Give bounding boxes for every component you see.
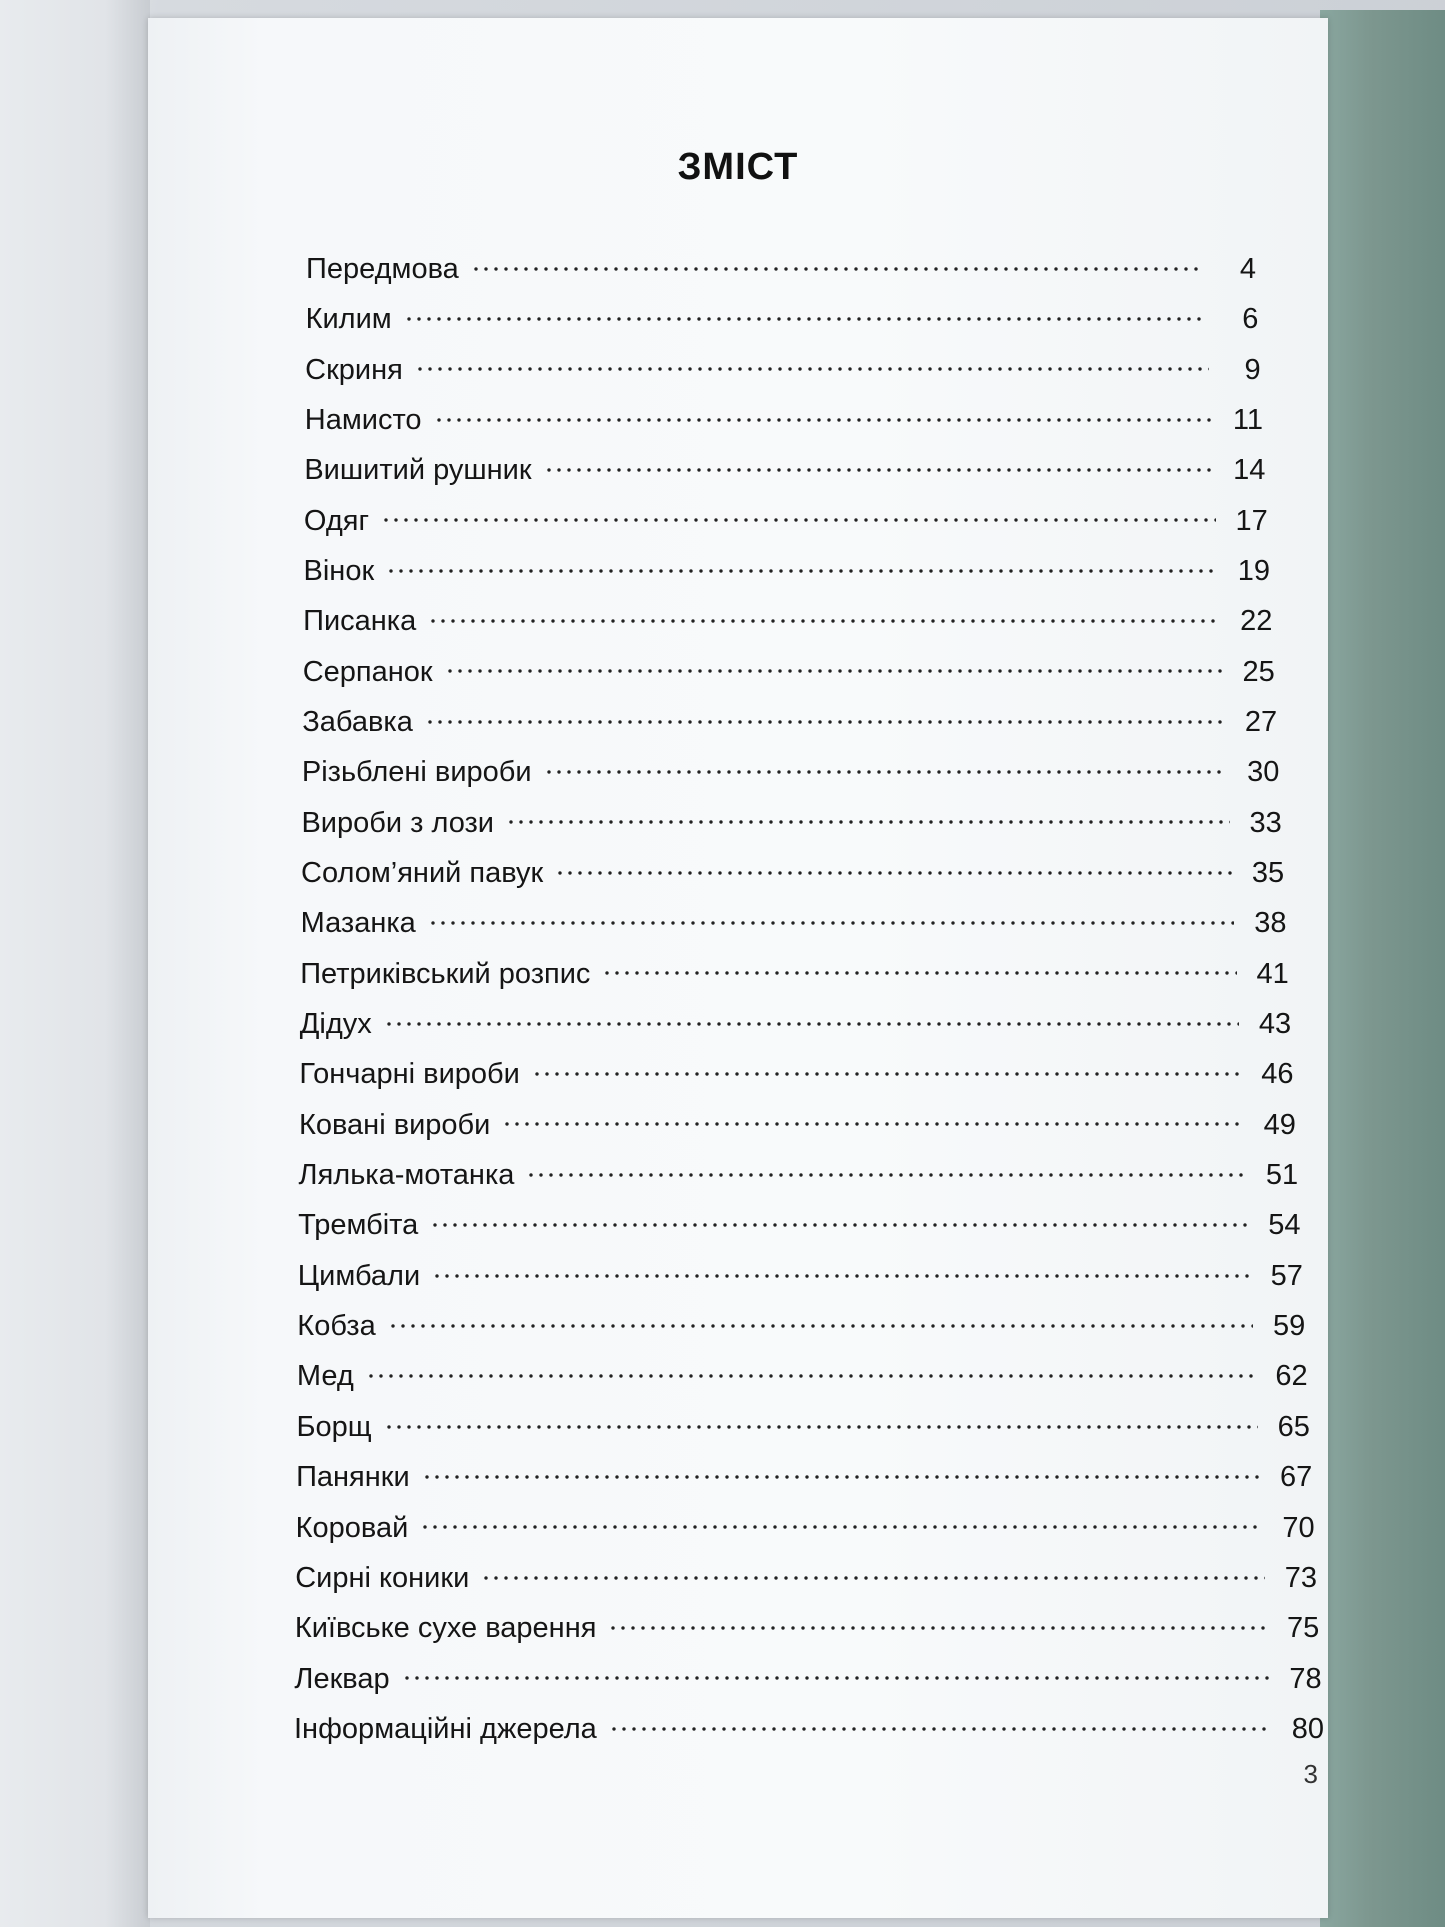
dot-leader <box>404 296 1207 328</box>
toc-entry <box>296 1404 1309 1444</box>
dot-leader <box>428 598 1220 630</box>
toc-entry-page: 33 <box>1249 806 1282 839</box>
toc-entry <box>300 951 1289 991</box>
toc-entry <box>295 1555 1317 1595</box>
toc-entry <box>303 649 1275 689</box>
toc-entry-title: Леквар <box>294 1662 390 1695</box>
toc-entry <box>305 397 1263 437</box>
toc-entry <box>301 850 1284 890</box>
toc-entry <box>303 598 1272 638</box>
dot-leader <box>506 800 1230 832</box>
toc-entry-page: 4 <box>1239 252 1256 285</box>
toc-entry <box>295 1605 1319 1645</box>
toc-entry <box>299 1102 1296 1142</box>
toc-entry-title: Панянки <box>296 1461 410 1494</box>
dot-leader <box>555 850 1232 882</box>
toc-entry-title: Одяг <box>303 504 370 537</box>
toc-entry <box>301 900 1287 940</box>
dot-leader <box>445 649 1223 681</box>
dot-leader <box>366 1354 1256 1386</box>
dot-leader <box>420 1505 1262 1537</box>
toc-entry <box>306 296 1259 336</box>
toc-entry-page: 25 <box>1242 655 1275 688</box>
toc-entry-title: Намисто <box>304 403 422 436</box>
toc-entry-title: Кобза <box>297 1310 376 1343</box>
dot-leader <box>532 1052 1242 1084</box>
toc-entry <box>299 1152 1299 1192</box>
toc-entry-title: Ковані вироби <box>298 1108 491 1141</box>
dot-leader <box>432 1253 1251 1285</box>
dot-leader <box>430 1203 1248 1235</box>
toc-entry-page: 38 <box>1254 907 1287 940</box>
toc-entry <box>297 1354 1308 1394</box>
toc-entry <box>297 1303 1305 1343</box>
dot-leader <box>502 1102 1243 1134</box>
toc-entry-title: Вінок <box>303 554 375 587</box>
toc-entry-title: Інформаційні джерела <box>294 1712 597 1745</box>
dot-leader <box>381 498 1216 530</box>
toc-entry-page: 22 <box>1240 605 1273 638</box>
toc-entry <box>294 1706 1324 1746</box>
toc-entry-page: 59 <box>1272 1310 1306 1343</box>
page-number: 3 <box>1303 1759 1318 1789</box>
dot-leader <box>481 1555 1265 1587</box>
toc-entry-title: Солом’яний павук <box>301 857 544 890</box>
toc-entry-title: Писанка <box>303 605 417 638</box>
page-title: ЗМІСТ <box>677 146 799 188</box>
toc-entry-page: 75 <box>1287 1612 1320 1645</box>
toc-entry-page: 49 <box>1263 1108 1296 1141</box>
toc-entry-page: 65 <box>1277 1410 1310 1443</box>
toc-entry-page: 62 <box>1275 1360 1308 1393</box>
toc-entry <box>298 1253 1303 1293</box>
toc-entry-title: Цимбали <box>297 1259 421 1292</box>
toc-entry-page: 46 <box>1261 1058 1294 1091</box>
toc-entry <box>304 498 1268 538</box>
book-cover-edge <box>1320 10 1445 1927</box>
toc-entry-title: Різьблені вироби <box>301 756 532 789</box>
toc-entry-title: Серпанок <box>302 655 433 688</box>
toc-entry-page: 73 <box>1284 1561 1317 1594</box>
toc-entry-title: Мед <box>296 1360 354 1393</box>
dot-leader <box>384 1404 1258 1436</box>
toc-entry-page: 54 <box>1268 1209 1301 1242</box>
toc-entry-page: 41 <box>1256 957 1289 990</box>
book-page <box>148 18 1328 1918</box>
dot-leader <box>428 900 1235 932</box>
toc-entry-title: Гончарні вироби <box>299 1058 520 1091</box>
toc-entry-page: 27 <box>1244 705 1278 738</box>
toc-entry-page: 67 <box>1280 1461 1313 1494</box>
toc-entry-title: Вишитий рушник <box>304 454 532 487</box>
toc-entry-page: 30 <box>1247 756 1280 789</box>
toc-entry-page: 6 <box>1242 303 1259 336</box>
dot-leader <box>608 1605 1267 1637</box>
toc-entry-page: 80 <box>1291 1712 1324 1745</box>
toc-entry <box>304 447 1265 487</box>
toc-entry-title: Скриня <box>305 353 403 386</box>
toc-entry-title: Забавка <box>302 705 413 738</box>
toc-entry-title: Лялька-мотанка <box>298 1159 515 1192</box>
toc-entry <box>306 246 1256 286</box>
dot-leader <box>422 1454 1261 1486</box>
toc-entry-page: 43 <box>1258 1008 1292 1041</box>
toc-entry-page: 14 <box>1233 454 1266 487</box>
toc-entry-title: Коровай <box>295 1511 409 1544</box>
dot-leader <box>471 246 1204 278</box>
dot-leader <box>434 397 1211 429</box>
toc-entry-title: Київське сухе варення <box>294 1612 597 1645</box>
dot-leader <box>386 548 1218 580</box>
toc-entry-title: Мазанка <box>300 907 416 940</box>
toc-entry-title: Передмова <box>306 252 459 285</box>
toc-entry-page: 57 <box>1270 1259 1303 1292</box>
toc-entry-title: Борщ <box>296 1410 372 1443</box>
toc-entry-title: Петриківський розпис <box>300 957 591 990</box>
toc-entry-title: Трембіта <box>298 1209 419 1242</box>
dot-leader <box>425 699 1225 731</box>
toc-entry <box>300 1001 1291 1041</box>
toc-entry <box>302 749 1280 789</box>
dot-leader <box>402 1656 1270 1688</box>
dot-leader <box>384 1001 1239 1033</box>
left-page <box>0 0 150 1927</box>
dot-leader <box>388 1303 1254 1335</box>
toc-entry-title: Вироби з лози <box>301 806 495 839</box>
toc-entry-title: Сирні коники <box>295 1561 470 1594</box>
toc-entry <box>294 1656 1321 1696</box>
toc-entry-page: 11 <box>1232 403 1264 436</box>
table-of-contents <box>148 18 1328 1918</box>
dot-leader <box>602 951 1236 983</box>
toc-entry-page: 51 <box>1265 1159 1299 1192</box>
toc-entry-page: 9 <box>1244 353 1261 386</box>
toc-entry-page: 78 <box>1289 1662 1322 1695</box>
toc-entry-page: 35 <box>1251 857 1285 890</box>
toc-entry <box>296 1505 1315 1545</box>
toc-entry <box>305 347 1261 387</box>
dot-leader <box>544 749 1228 781</box>
toc-entry <box>299 1052 1293 1092</box>
toc-entry-page: 17 <box>1235 504 1268 537</box>
dot-leader <box>415 347 1209 379</box>
dot-leader <box>609 1706 1272 1738</box>
toc-entry <box>298 1203 1300 1243</box>
dot-leader <box>526 1152 1246 1184</box>
toc-entry-page: 19 <box>1237 554 1271 587</box>
toc-entry-title: Дідух <box>299 1008 372 1041</box>
dot-leader <box>544 447 1214 479</box>
toc-entry <box>296 1454 1312 1494</box>
toc-entry <box>304 548 1271 588</box>
toc-entry <box>302 699 1277 739</box>
toc-entry-page: 70 <box>1282 1511 1315 1544</box>
toc-entry-title: Килим <box>305 303 392 336</box>
toc-entry <box>301 800 1281 840</box>
